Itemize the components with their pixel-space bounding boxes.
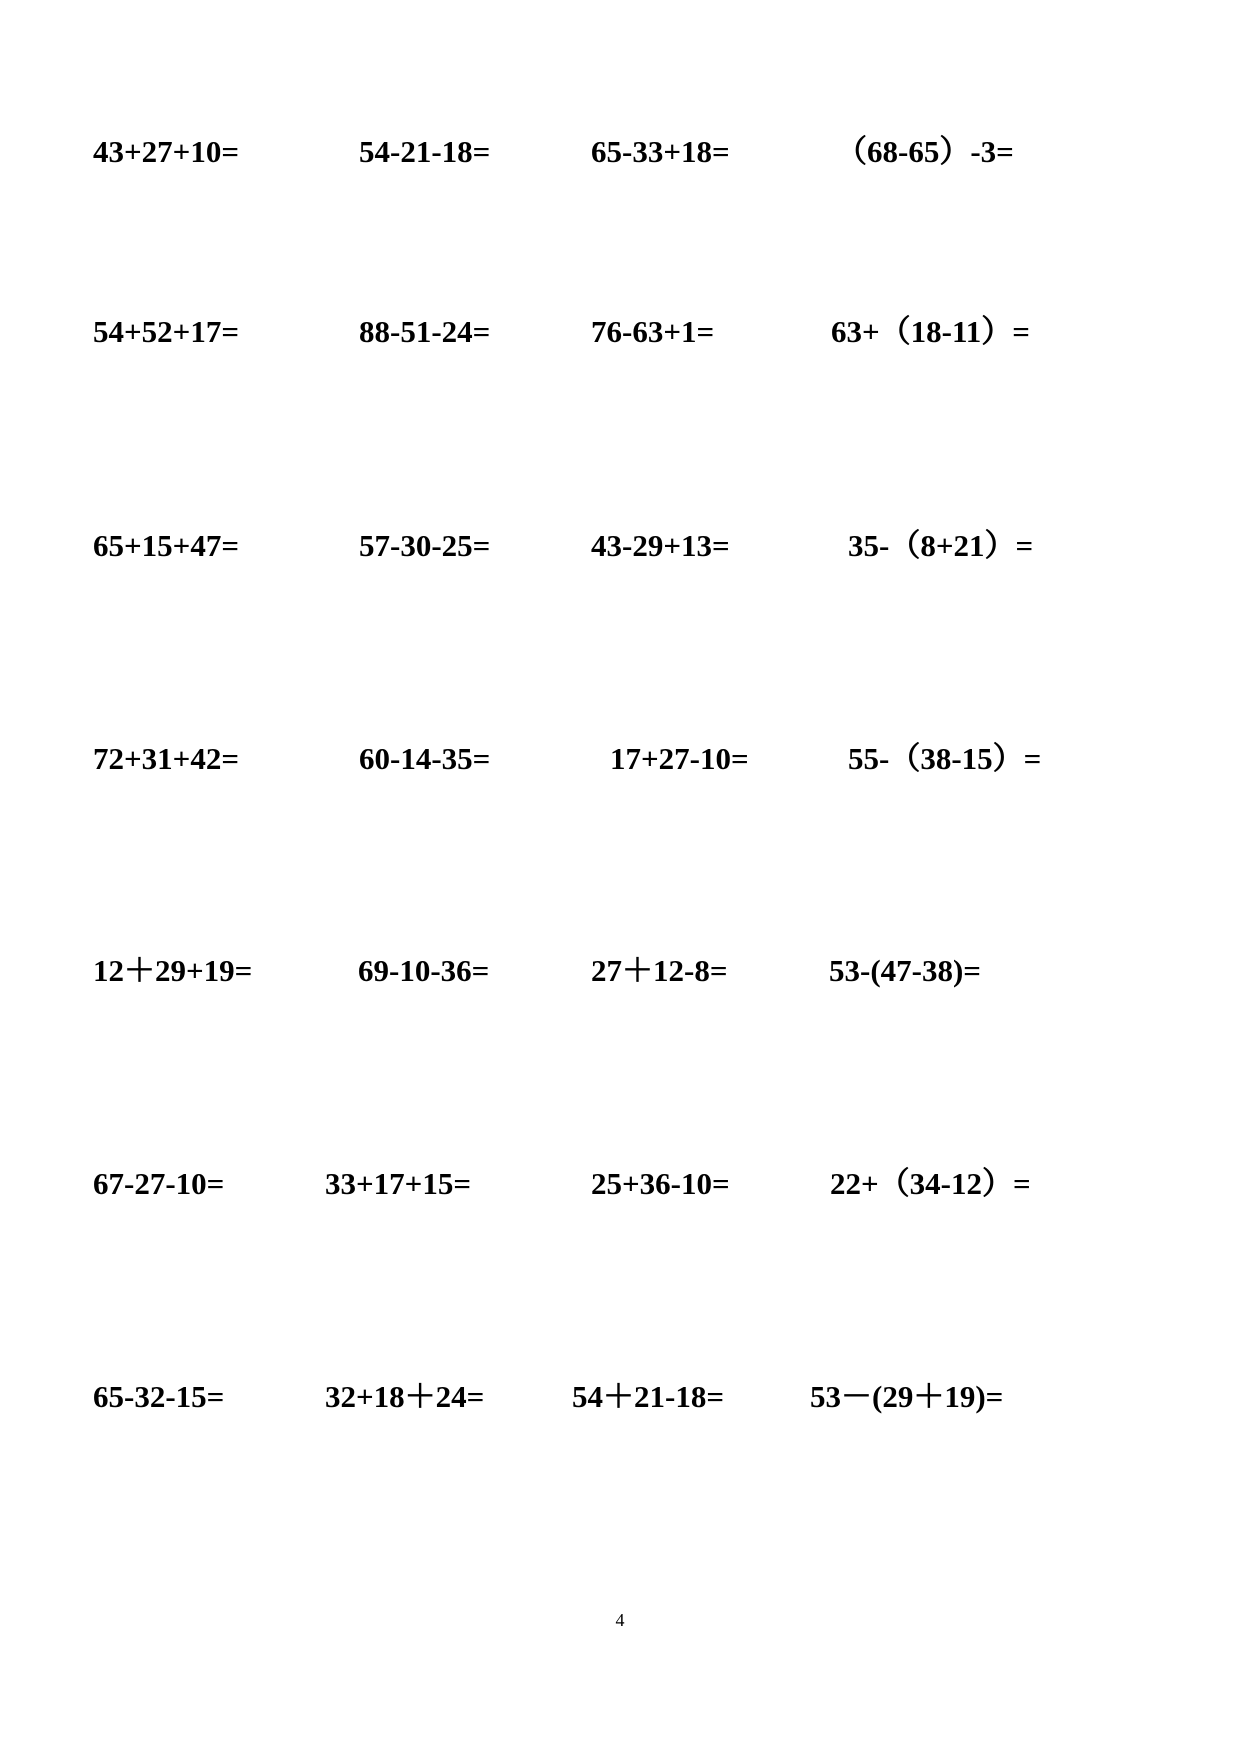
problem: 22+（34-12）= bbox=[830, 1166, 1031, 1201]
problem: 43+27+10= bbox=[93, 134, 239, 169]
problem: （68-65）-3= bbox=[836, 134, 1014, 169]
problem-row bbox=[0, 1159, 1240, 1209]
problem: 57-30-25= bbox=[359, 528, 491, 563]
problem-row bbox=[0, 521, 1240, 571]
problem: 69-10-36= bbox=[358, 953, 490, 988]
page-number: 4 bbox=[615, 1610, 625, 1630]
problem-row bbox=[0, 946, 1240, 996]
problem-row bbox=[0, 1372, 1240, 1422]
problem: 63+（18-11）= bbox=[831, 314, 1030, 349]
problem: 67-27-10= bbox=[93, 1166, 225, 1201]
problem-row bbox=[0, 127, 1240, 177]
problem: 12＋29+19= bbox=[93, 953, 253, 988]
problem: 54-21-18= bbox=[359, 134, 491, 169]
problem: 72+31+42= bbox=[93, 741, 239, 776]
problem: 53-(47-38)= bbox=[829, 953, 981, 988]
problem: 55-（38-15）= bbox=[848, 741, 1042, 776]
problem: 88-51-24= bbox=[359, 314, 491, 349]
problem: 35-（8+21）= bbox=[848, 528, 1034, 563]
problem: 76-63+1= bbox=[591, 314, 715, 349]
problem: 65-33+18= bbox=[591, 134, 730, 169]
problem: 53－(29＋19)= bbox=[810, 1379, 1004, 1414]
problem: 27＋12-8= bbox=[591, 953, 728, 988]
problem: 54＋21-18= bbox=[572, 1379, 724, 1414]
problem-row bbox=[0, 307, 1240, 357]
problem: 43-29+13= bbox=[591, 528, 730, 563]
problem: 25+36-10= bbox=[591, 1166, 730, 1201]
problem: 60-14-35= bbox=[359, 741, 491, 776]
problem: 54+52+17= bbox=[93, 314, 239, 349]
problem: 17+27-10= bbox=[610, 741, 749, 776]
problem: 65-32-15= bbox=[93, 1379, 225, 1414]
problem: 33+17+15= bbox=[325, 1166, 471, 1201]
problem: 32+18＋24= bbox=[325, 1379, 485, 1414]
problem: 65+15+47= bbox=[93, 528, 239, 563]
problem-row bbox=[0, 734, 1240, 784]
